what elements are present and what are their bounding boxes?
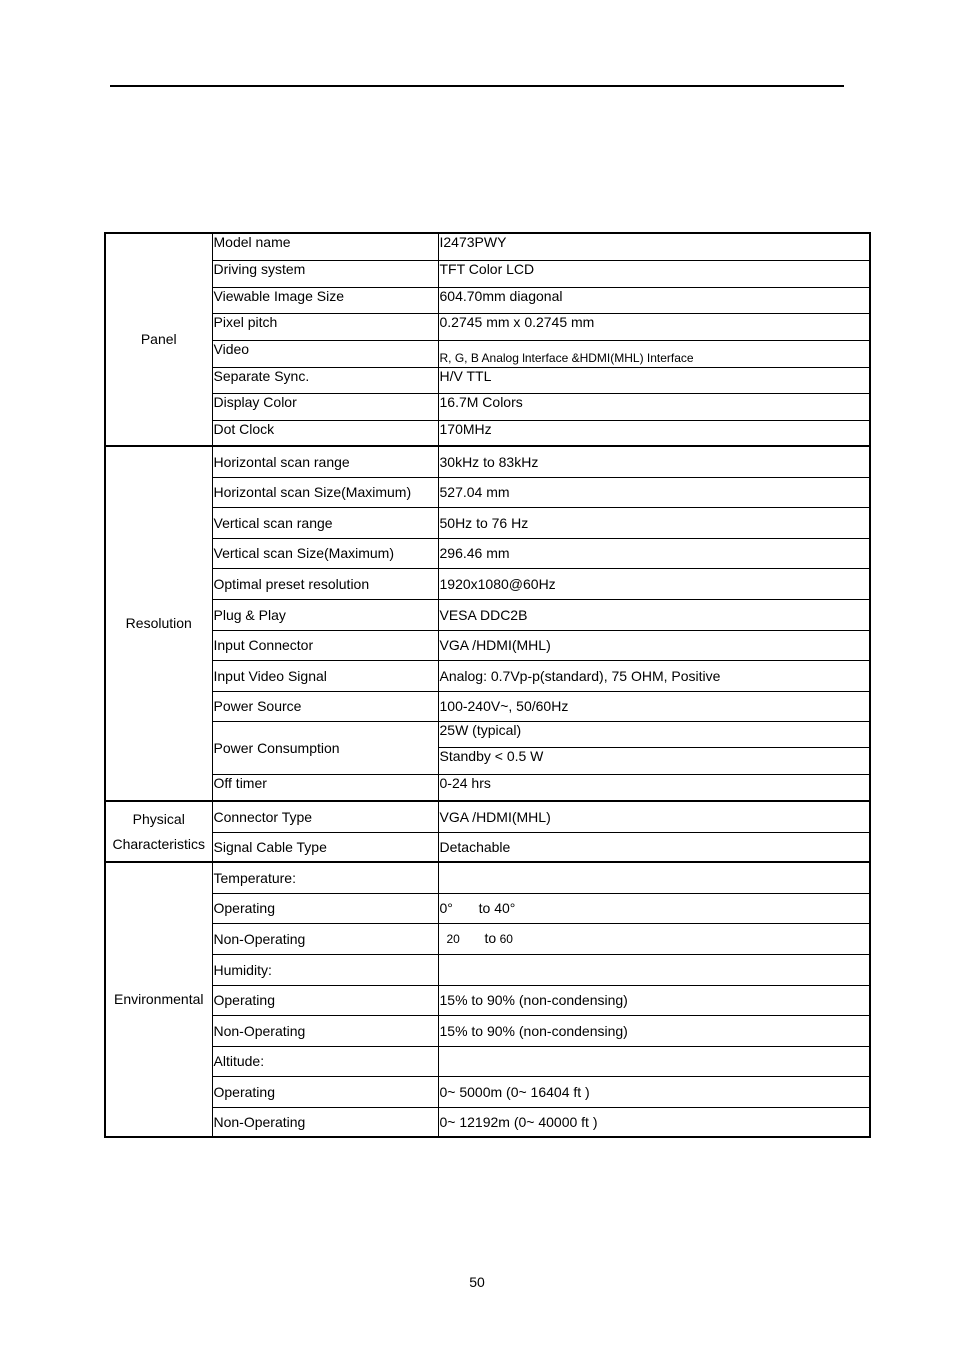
value-cell: [438, 923, 870, 954]
value-cell: 604.70mm diagonal: [438, 287, 870, 313]
value-cell: 15% to 90% (non-condensing): [438, 985, 870, 1015]
param-cell: Altitude:: [212, 1046, 438, 1076]
value-cell: VGA /HDMI(MHL): [438, 801, 870, 832]
value-cell: 0.2745 mm x 0.2745 mm: [438, 313, 870, 340]
value-cell: 1920x1080@60Hz: [438, 568, 870, 599]
value-cell: Analog: 0.7Vp-p(standard), 75 OHM, Positive: [438, 660, 870, 691]
temp-nonoperating-high: 60: [499, 932, 513, 946]
value-cell: VGA /HDMI(MHL): [438, 630, 870, 660]
value-cell: R, G, B Analog lnterface &HDMI(MHL) Interface: [438, 340, 870, 367]
temp-nonoperating-low: 20: [446, 932, 460, 946]
param-cell: Non-Operating: [212, 1107, 438, 1137]
value-cell: 0~ 12192m (0~ 40000 ft ): [438, 1107, 870, 1137]
value-cell: 50Hz to 76 Hz: [438, 507, 870, 538]
specification-table: [104, 232, 871, 1138]
category-label-line2: Characteristics: [112, 835, 206, 852]
param-cell: Input Connector: [212, 630, 438, 660]
param-cell: Display Color: [212, 393, 438, 420]
value-cell: 15% to 90% (non-condensing): [438, 1015, 870, 1046]
param-cell: Power Source: [212, 691, 438, 721]
value-cell: [438, 862, 870, 893]
value-cell: I2473PWY: [438, 233, 870, 260]
value-cell: 100-240V~, 50/60Hz: [438, 691, 870, 721]
value-cell: [438, 1046, 870, 1076]
param-cell: Non-Operating: [212, 1015, 438, 1046]
param-cell: Vertical scan Size(Maximum): [212, 538, 438, 568]
value-cell: 16.7M Colors: [438, 393, 870, 420]
param-cell: Operating: [212, 893, 438, 923]
param-cell: Driving system: [212, 260, 438, 287]
param-cell: Connector Type: [212, 801, 438, 832]
param-cell: Power Consumption: [212, 721, 438, 774]
param-cell: Horizontal scan Size(Maximum): [212, 477, 438, 507]
param-cell: Model name: [212, 233, 438, 260]
param-cell: Vertical scan range: [212, 507, 438, 538]
param-cell: Separate Sync.: [212, 367, 438, 393]
param-cell: Dot Clock: [212, 420, 438, 446]
param-cell: Operating: [212, 985, 438, 1015]
value-cell: TFT Color LCD: [438, 260, 870, 287]
category-physical-characteristics: [105, 801, 212, 862]
value-cell: H/V TTL: [438, 367, 870, 393]
value-cell: 25W (typical): [438, 721, 870, 747]
param-cell: Plug & Play: [212, 599, 438, 630]
param-cell: Optimal preset resolution: [212, 568, 438, 599]
value-cell: 30kHz to 83kHz: [438, 446, 870, 477]
value-cell: 0-24 hrs: [438, 774, 870, 801]
param-cell: Video: [212, 340, 438, 367]
value-cell: VESA DDC2B: [438, 599, 870, 630]
value-cell: [438, 893, 870, 923]
param-cell: Operating: [212, 1076, 438, 1107]
category-resolution: Resolution: [105, 446, 212, 801]
param-cell: Off timer: [212, 774, 438, 801]
value-cell: [438, 954, 870, 985]
param-cell: Signal Cable Type: [212, 832, 438, 862]
value-cell: Standby < 0.5 W: [438, 747, 870, 774]
param-cell: Horizontal scan range: [212, 446, 438, 477]
param-cell: Input Video Signal: [212, 660, 438, 691]
category-label-line1: Physical: [132, 810, 185, 827]
header-rule: [110, 85, 844, 87]
page-number: 50: [469, 1274, 485, 1290]
temp-operating-high: to 40°: [478, 900, 516, 916]
value-cell: 170MHz: [438, 420, 870, 446]
param-cell: Humidity:: [212, 954, 438, 985]
param-cell: Non-Operating: [212, 923, 438, 954]
temp-operating-low: 0°: [439, 900, 453, 916]
value-cell: Detachable: [438, 832, 870, 862]
param-cell: Pixel pitch: [212, 313, 438, 340]
category-environmental: Environmental: [105, 862, 212, 1137]
value-cell: 527.04 mm: [438, 477, 870, 507]
param-cell: Temperature:: [212, 862, 438, 893]
param-cell: Viewable Image Size: [212, 287, 438, 313]
value-cell: 0~ 5000m (0~ 16404 ft ): [438, 1076, 870, 1107]
value-cell: 296.46 mm: [438, 538, 870, 568]
category-panel: Panel: [105, 233, 212, 446]
temp-nonoperating-to: to: [484, 930, 497, 946]
